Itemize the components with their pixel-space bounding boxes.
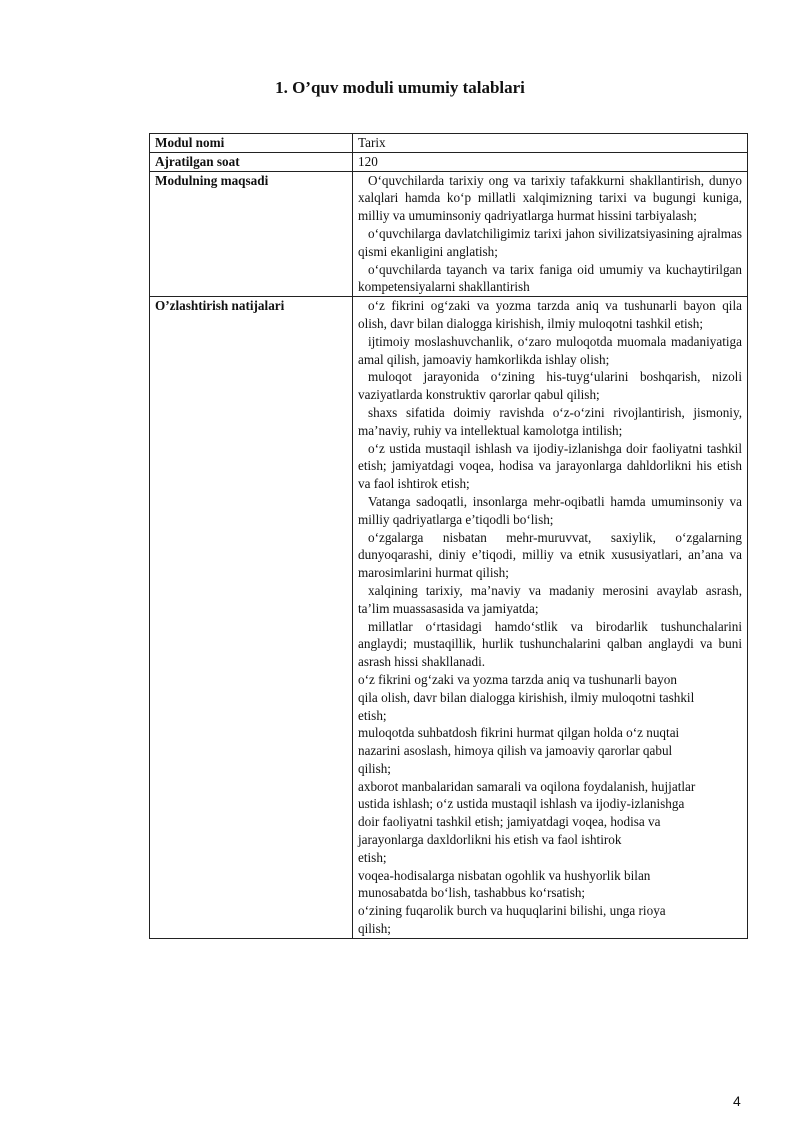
- outcome-line: nazarini asoslash, himoya qilish va jamoaviy qarorlar qabul: [358, 743, 673, 759]
- table-row: [150, 152, 748, 171]
- outcome-line: doir faoliyatni tashkil etish; jamiyatdagi voqea, hodisa va: [358, 814, 661, 830]
- table-row: [150, 297, 748, 939]
- outcome-paragraph: o‘z fikrini og‘zaki va yozma tarzda aniq va tushunarli bayon qila olish, davr bilan dialogga kirishish, ilmiy muloqotni tashkil etish;: [358, 298, 742, 331]
- row-value-modul-nomi: Tarix: [353, 134, 748, 153]
- goal-paragraph: O‘quvchilarda tarixiy ong va tarixiy tafakkurni shakllantirish, dunyo xalqlari hamda ko‘p millatli xalqimizning tarixi va bugungi kuniga, milliy va umuminsoniy qadriyatlarga hurmat hissini tarbiyalash;: [358, 172, 742, 224]
- outcome-paragraph: muloqot jarayonida o‘zining his-tuyg‘ularini boshqarish, nizoli vaziyatlarda konstruktiv qarorlar qabul qilish;: [358, 369, 742, 403]
- goal-paragraph: o‘quvchilarga davlatchiligimiz tarixi jahon sivilizatsiyasining ajralmas qismi ekanligini anglatish;: [358, 225, 742, 259]
- page-number: 4: [733, 1093, 741, 1109]
- outcome-line: jarayonlarga daxldorlikni his etish va faol ishtirok: [358, 832, 622, 848]
- outcome-paragraph: o‘z ustida mustaqil ishlash va ijodiy-izlanishga doir faoliyatni tashkil etish; jamiyatdagi voqea, hodisa va jarayonlarga dahldorlikni his etish va faol ishtirok etish;: [358, 440, 742, 492]
- outcome-line: o‘z fikrini og‘zaki va yozma tarzda aniq va tushunarli bayon: [358, 671, 677, 687]
- outcome-line: etish;: [358, 849, 387, 865]
- outcome-line: voqea-hodisalarga nisbatan ogohlik va hushyorlik bilan: [358, 867, 651, 883]
- outcome-line: munosabatda bo‘lish, tashabbus ko‘rsatish;: [358, 885, 586, 901]
- outcome-paragraph: xalqining tarixiy, ma’naviy va madaniy merosini avaylab asrash, ta’lim muassasasida va jamiyatda;: [358, 582, 742, 616]
- row-label-modul-nomi: Modul nomi: [150, 134, 353, 153]
- row-value-soat: 120: [353, 152, 748, 171]
- goal-paragraph: o‘quvchilarda tayanch va tarix faniga oid umumiy va kuchaytirilgan kompetensiyalarni shakllantirish: [358, 261, 742, 295]
- outcome-paragraph: o‘zgalarga nisbatan mehr-muruvvat, saxiylik, o‘zgalarning dunyoqarashi, diniy e’tiqodi, milliy va etnik xususiyatlari, an’ana va marosimlarini hurmat qilish;: [358, 529, 742, 581]
- row-label-natijalar: O’zlashtirish natijalari: [150, 297, 353, 939]
- table-row: [150, 171, 748, 297]
- outcome-line: ustida ishlash; o‘z ustida mustaqil ishlash va ijodiy-izlanishga: [358, 796, 685, 812]
- outcome-line: axborot manbalaridan samarali va oqilona foydalanish, hujjatlar: [358, 778, 696, 794]
- outcome-line: qilish;: [358, 760, 391, 776]
- outcome-line: o‘zining fuqarolik burch va huquqlarini bilishi, unga rioya: [358, 903, 666, 919]
- outcome-line: qila olish, davr bilan dialogga kirishish, ilmiy muloqotni tashkil: [358, 689, 695, 705]
- outcome-line: qilish;: [358, 921, 391, 937]
- section-title: 1. O’quv moduli umumiy talablari: [275, 78, 525, 97]
- row-value-maqsad: [353, 171, 748, 297]
- outcome-paragraph: ijtimoiy moslashuvchanlik, o‘zaro muloqotda muomala madaniyatiga amal qilish, jamoaviy hamkorlikda ishlay olish;: [358, 333, 742, 367]
- row-label-maqsad: Modulning maqsadi: [150, 171, 353, 297]
- row-value-natijalar: [353, 297, 748, 939]
- outcome-line: muloqotda suhbatdosh fikrini hurmat qilgan holda o‘z nuqtai: [358, 725, 680, 741]
- row-label-soat: Ajratilgan soat: [150, 152, 353, 171]
- outcome-line: etish;: [358, 707, 387, 723]
- table-row: [150, 134, 748, 153]
- outcome-paragraph: millatlar o‘rtasidagi hamdo‘stlik va birodarlik tushunchalarini anglaydi; mustaqillik, hurlik tushunchalarini qalban anglaydi va buni asrash hissi shakllanadi.: [358, 618, 742, 670]
- module-requirements-table: [149, 133, 748, 939]
- outcome-paragraph: Vatanga sadoqatli, insonlarga mehr-oqibatli hamda umuminsoniy va milliy qadriyatlarga e’tiqodli bo‘lish;: [358, 493, 742, 527]
- outcome-paragraph: shaxs sifatida doimiy ravishda o‘z-o‘zini rivojlantirish, jismoniy, ma’naviy, ruhiy va intellektual kamolotga intilish;: [358, 404, 742, 438]
